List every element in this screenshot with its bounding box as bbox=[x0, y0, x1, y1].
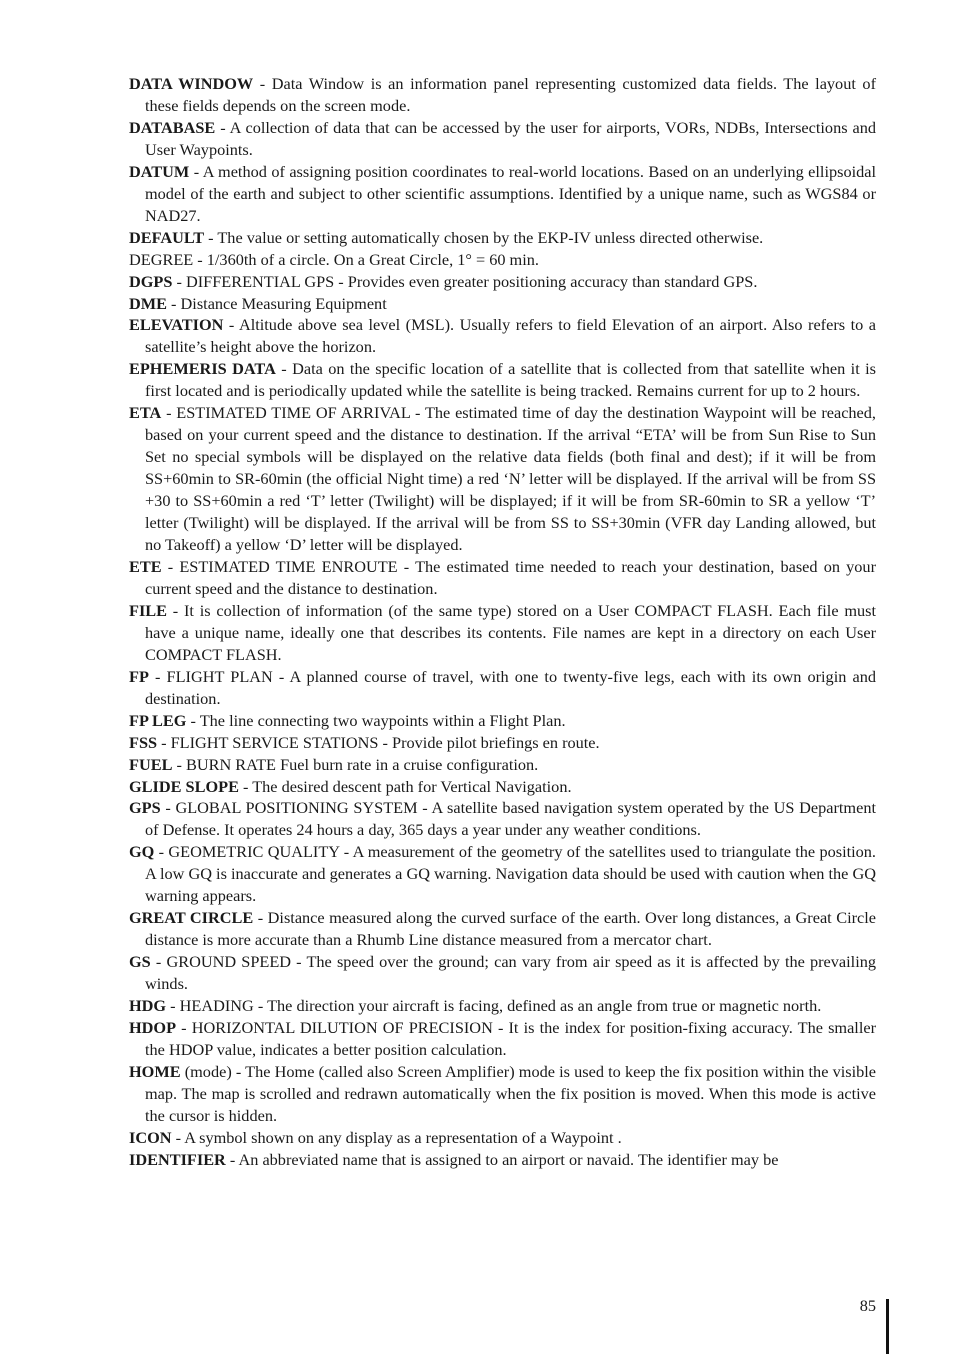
glossary-term: FUEL bbox=[129, 754, 173, 774]
glossary-definition: - ESTIMATED TIME ENROUTE - The estimated time needed to reach your destination, based on your current speed and the distance to destination. bbox=[145, 556, 876, 598]
glossary-definition: - Altitude above sea level (MSL). Usually refers to field Elevation of an airport. Also refers to a satellite’s height above the horizon. bbox=[145, 315, 876, 357]
glossary-term: ETA bbox=[129, 403, 162, 423]
glossary-term: DEFAULT bbox=[129, 227, 205, 247]
glossary-entry-database bbox=[129, 117, 876, 161]
glossary-definition: - DIFFERENTIAL GPS - Provides even greater positioning accuracy than standard GPS. bbox=[172, 271, 758, 291]
glossary-entry-datum bbox=[129, 161, 876, 227]
glossary-entry-ephemeris-data bbox=[129, 358, 876, 402]
glossary-term: GLIDE SLOPE bbox=[129, 776, 239, 796]
glossary-definition: - Distance measured along the curved surface of the earth. Over long distances, a Great Circle distance is more accurate than a Rhumb Line distance measured from a mercator chart. bbox=[145, 908, 876, 950]
glossary-definition: - GLOBAL POSITIONING SYSTEM - A satellite based navigation system operated by the US Department of Defense. It operates 24 hours a day, 365 days a year under any weather conditions. bbox=[145, 798, 876, 840]
glossary-entry-ete bbox=[129, 556, 876, 600]
glossary-term: EPHEMERIS DATA bbox=[129, 359, 276, 379]
glossary-term: GPS bbox=[129, 798, 161, 818]
glossary-entry-data-window bbox=[129, 73, 876, 117]
glossary-definition: - HEADING - The direction your aircraft is facing, defined as an angle from true or magnetic north. bbox=[166, 996, 822, 1016]
glossary-definition: - FLIGHT PLAN - A planned course of travel, with one to twenty-five legs, each with its own origin and destination. bbox=[145, 666, 876, 708]
glossary-term: DATA WINDOW bbox=[129, 74, 254, 93]
glossary-entry-glide-slope bbox=[129, 776, 876, 798]
glossary-definition: - Data Window is an information panel representing customized data fields. The layout of these fields depends on the screen mode. bbox=[145, 74, 876, 115]
glossary-term: HDOP bbox=[129, 1017, 177, 1037]
glossary-term: ELEVATION bbox=[129, 315, 224, 335]
glossary-entry-icon bbox=[129, 1127, 876, 1149]
glossary-definition: - A collection of data that can be accessed by the user for airports, VORs, NDBs, Intersections and User Waypoints. bbox=[145, 117, 876, 159]
glossary-entry-default bbox=[129, 227, 876, 249]
glossary-entry-gq bbox=[129, 841, 876, 907]
glossary-term: HDG bbox=[129, 996, 167, 1016]
glossary-entry-fss bbox=[129, 732, 876, 754]
glossary-definition: - The line connecting two waypoints within a Flight Plan. bbox=[186, 710, 566, 730]
glossary-entry-hdg bbox=[129, 995, 876, 1017]
glossary-entry-gps bbox=[129, 797, 876, 841]
glossary-term: DGPS bbox=[129, 271, 173, 291]
glossary-entry-dgps bbox=[129, 271, 876, 293]
glossary-term: IDENTIFIER bbox=[129, 1149, 226, 1169]
glossary-entry-great-circle bbox=[129, 907, 876, 951]
glossary-entry-elevation bbox=[129, 314, 876, 358]
glossary-entry-eta bbox=[129, 402, 876, 556]
glossary-definition: (mode) - The Home (called also Screen Amplifier) mode is used to keep the fix position within the visible map. The map is scrolled and redrawn automatically when the fix position is moved. When this mode is active the cursor is hidden. bbox=[145, 1061, 876, 1125]
glossary-entry-identifier bbox=[129, 1149, 876, 1171]
glossary-definition: DEGREE - 1/360th of a circle. On a Great Circle, 1° = 60 min. bbox=[129, 249, 539, 269]
glossary-term: FSS bbox=[129, 732, 158, 752]
glossary-definition: - ESTIMATED TIME OF ARRIVAL - The estimated time of day the destination Waypoint will be reached, based on your current speed and the distance to destination. If the arrival “ETA’ will be from Sun Rise to Sun Set no special symbols will be displayed on the relative data fields (both final and dest); if it will be from SS+60min to SR-60min (the official Night time) a red ‘N’ letter will be displayed. If the arrival will be from SS +30 to SS+60min a red ‘T’ letter (Twilight) will be displayed; if it will be from SR-60min to SR a yellow ‘T’ letter (Twilight) will be displayed. If the arrival will be from SS to SS+30min (VFR day Landing allowed, but no Takeoff) a yellow ‘D’ letter will be displayed. bbox=[145, 403, 876, 555]
glossary-entry-fp bbox=[129, 666, 876, 710]
glossary-entry-fuel bbox=[129, 754, 876, 776]
glossary-definition: - GROUND SPEED - The speed over the ground; can vary from air speed as it is affected by the prevailing winds. bbox=[145, 952, 876, 994]
page-number: 85 bbox=[859, 1296, 876, 1315]
glossary-term: FILE bbox=[129, 600, 168, 620]
glossary-list bbox=[129, 73, 876, 1171]
glossary-entry-dme bbox=[129, 293, 876, 315]
glossary-definition: - It is collection of information (of the same type) stored on a User COMPACT FLASH. Each file must have a unique name, ideally one that describes its contents. File names are kept in a directory on each User COMPACT FLASH. bbox=[145, 600, 876, 664]
glossary-entry-gs bbox=[129, 951, 876, 995]
glossary-entry-fp-leg bbox=[129, 710, 876, 732]
glossary-definition: - Distance Measuring Equipment bbox=[166, 293, 387, 313]
glossary-definition: - FLIGHT SERVICE STATIONS - Provide pilot briefings en route. bbox=[157, 732, 600, 752]
page-edge-rule bbox=[886, 1299, 889, 1354]
glossary-definition: - An abbreviated name that is assigned to an airport or navaid. The identifier may be bbox=[225, 1149, 779, 1169]
glossary-term: FP bbox=[129, 666, 149, 686]
glossary-definition: - BURN RATE Fuel burn rate in a cruise configuration. bbox=[172, 754, 539, 774]
glossary-term: GS bbox=[129, 952, 151, 972]
glossary-entry-home bbox=[129, 1061, 876, 1127]
glossary-term: GQ bbox=[129, 842, 155, 862]
glossary-definition: - A method of assigning position coordinates to real-world locations. Based on an underlying ellipsoidal model of the earth and subject to other scientific assumptions. Identified by a unique name, such as WGS84 or NAD27. bbox=[145, 161, 876, 225]
glossary-term: ICON bbox=[129, 1127, 172, 1147]
glossary-term: ETE bbox=[129, 556, 162, 576]
glossary-definition: - HORIZONTAL DILUTION OF PRECISION - It is the index for position-fixing accuracy. The smaller the HDOP value, indicates a better position calculation. bbox=[145, 1017, 876, 1059]
glossary-term: GREAT CIRCLE bbox=[129, 908, 254, 928]
glossary-definition: - GEOMETRIC QUALITY - A measurement of the geometry of the satellites used to triangulate the position. A low GQ is inaccurate and generates a GQ warning. Navigation data should be used with caution when the GQ warning appears. bbox=[145, 842, 876, 906]
glossary-entry-file bbox=[129, 600, 876, 666]
glossary-term: DATUM bbox=[129, 161, 190, 181]
glossary-term: DATABASE bbox=[129, 117, 216, 137]
glossary-term: FP LEG bbox=[129, 710, 187, 730]
glossary-definition: - Data on the specific location of a satellite that is collected from that satellite when it is first located and is periodically updated while the satellite is being tracked. Remains current for up to 2 hours. bbox=[145, 359, 876, 401]
glossary-definition: - A symbol shown on any display as a representation of a Waypoint . bbox=[171, 1127, 622, 1147]
glossary-definition: - The desired descent path for Vertical Navigation. bbox=[238, 776, 572, 796]
glossary-term: DME bbox=[129, 293, 167, 313]
glossary-entry-hdop bbox=[129, 1017, 876, 1061]
glossary-term: HOME bbox=[129, 1061, 181, 1081]
glossary-definition: - The value or setting automatically chosen by the EKP-IV unless directed otherwise. bbox=[204, 227, 764, 247]
glossary-entry-degree bbox=[129, 249, 876, 271]
